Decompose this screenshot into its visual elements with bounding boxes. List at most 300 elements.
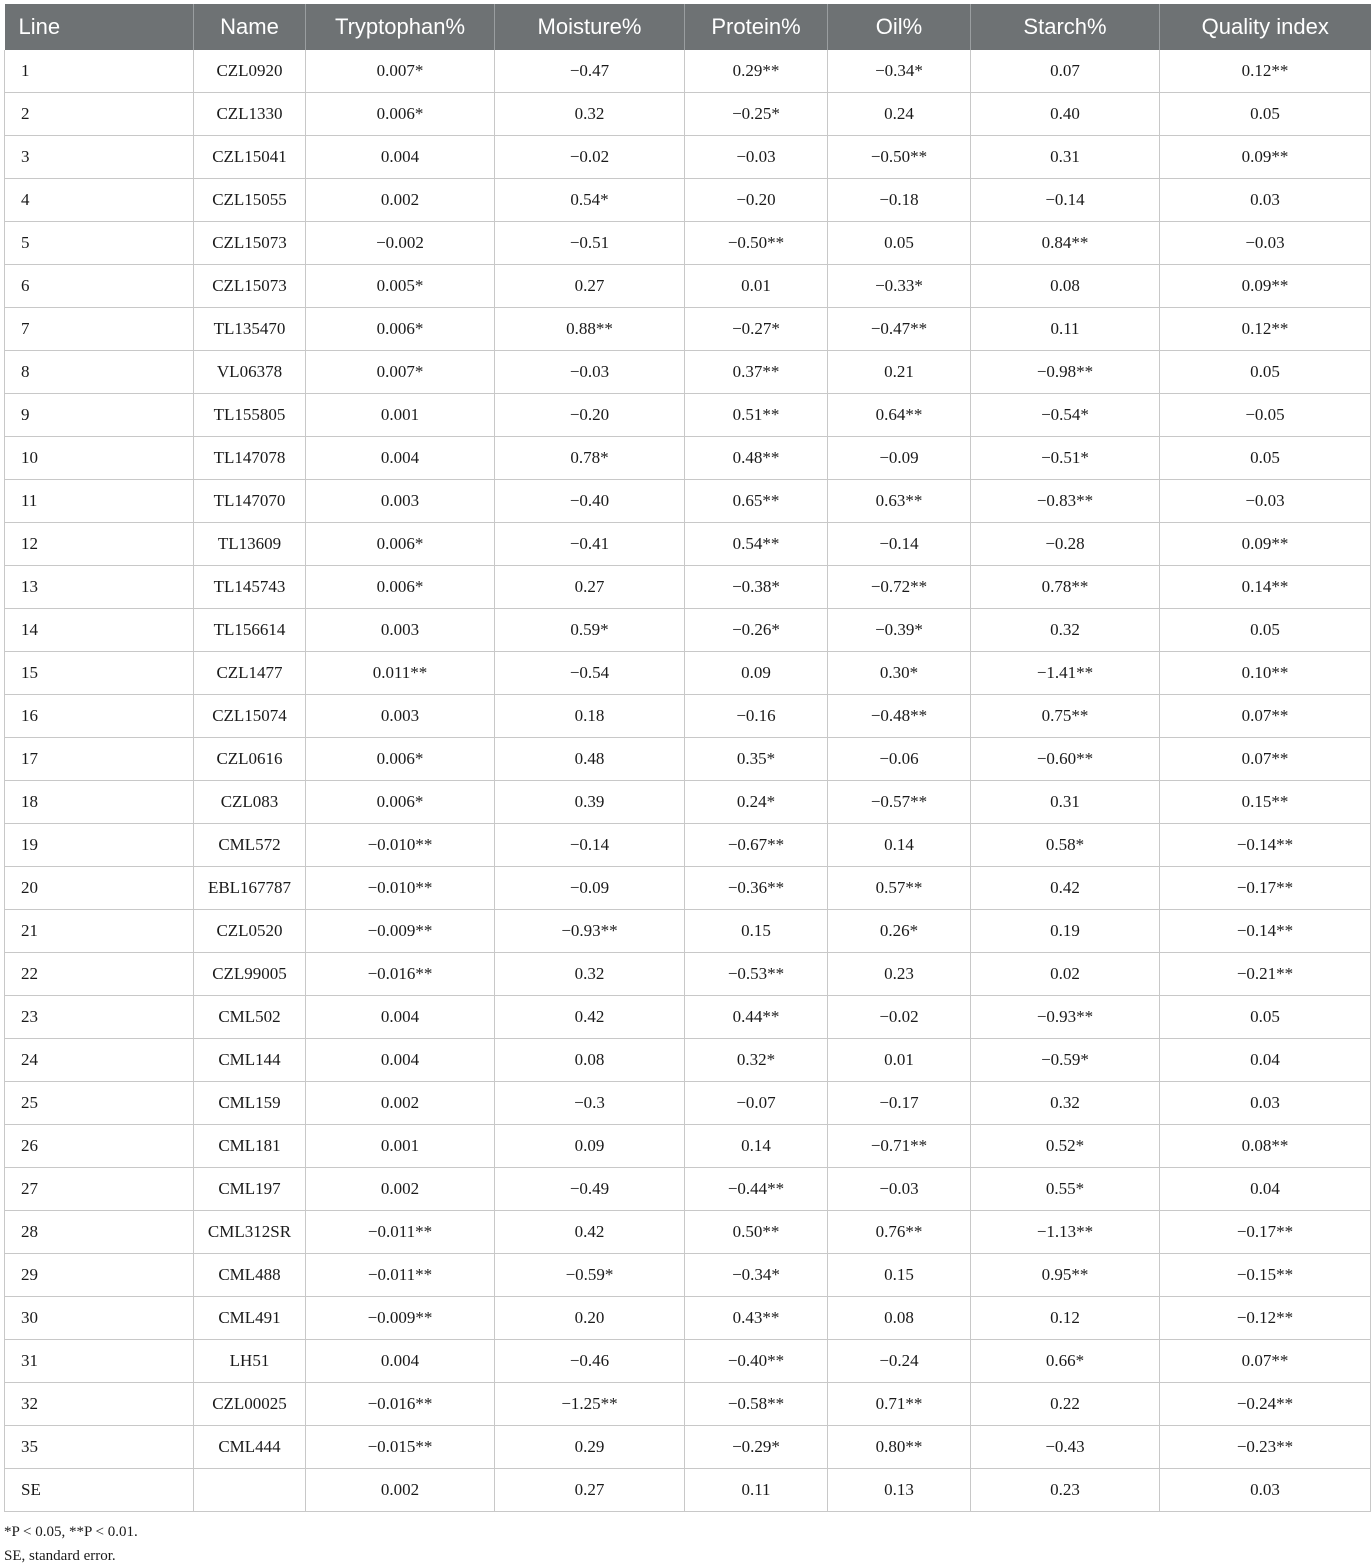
table-cell: −0.72** — [828, 566, 971, 609]
table-cell: 0.42 — [495, 1211, 685, 1254]
table-cell: CZL15074 — [194, 695, 306, 738]
table-cell: 0.006* — [306, 308, 495, 351]
table-cell: 0.005* — [306, 265, 495, 308]
table-cell: 0.05 — [828, 222, 971, 265]
table-cell: −0.39* — [828, 609, 971, 652]
table-cell: CZL15073 — [194, 222, 306, 265]
table-cell: 0.004 — [306, 996, 495, 1039]
table-cell: 0.002 — [306, 1469, 495, 1512]
table-cell: −0.25* — [685, 93, 828, 136]
se-footnote: SE, standard error. — [4, 1548, 116, 1564]
table-cell: TL147078 — [194, 437, 306, 480]
col-header-line: Line — [5, 4, 194, 50]
table-cell: 0.31 — [971, 136, 1160, 179]
table-cell: −0.016** — [306, 953, 495, 996]
table-cell: −0.53** — [685, 953, 828, 996]
table-cell: 0.11 — [971, 308, 1160, 351]
table-cell: 0.006* — [306, 566, 495, 609]
table-cell: 17 — [5, 738, 194, 781]
table-cell: −0.02 — [828, 996, 971, 1039]
table-cell: 0.58* — [971, 824, 1160, 867]
table-cell: 0.23 — [971, 1469, 1160, 1512]
table-cell: 0.27 — [495, 566, 685, 609]
table-cell: 0.48** — [685, 437, 828, 480]
table-cell: 0.15 — [828, 1254, 971, 1297]
table-cell: −0.3 — [495, 1082, 685, 1125]
table-cell: CZL99005 — [194, 953, 306, 996]
table-cell: VL06378 — [194, 351, 306, 394]
table-cell: −1.41** — [971, 652, 1160, 695]
table-cell: 0.12** — [1160, 50, 1371, 93]
table-cell: −0.14** — [1160, 910, 1371, 953]
table-cell: 0.54** — [685, 523, 828, 566]
table-cell: 0.09** — [1160, 265, 1371, 308]
table-cell: CML181 — [194, 1125, 306, 1168]
table-cell: −0.17** — [1160, 867, 1371, 910]
table-cell: −0.011** — [306, 1211, 495, 1254]
table-cell: 0.09** — [1160, 136, 1371, 179]
table-cell: CZL0520 — [194, 910, 306, 953]
table-cell: 0.84** — [971, 222, 1160, 265]
table-cell: 0.57** — [828, 867, 971, 910]
table-cell: 0.004 — [306, 437, 495, 480]
table-cell: −0.17 — [828, 1082, 971, 1125]
table-cell: 0.42 — [971, 867, 1160, 910]
col-header-oil: Oil% — [828, 4, 971, 50]
table-cell: 0.12 — [971, 1297, 1160, 1340]
table-cell: −0.015** — [306, 1426, 495, 1469]
table-cell: −0.010** — [306, 824, 495, 867]
table-cell: 0.07 — [971, 50, 1160, 93]
table-cell: 0.42 — [495, 996, 685, 1039]
table-cell: 0.006* — [306, 93, 495, 136]
table-cell: 0.88** — [495, 308, 685, 351]
table-cell: 0.18 — [495, 695, 685, 738]
table-row — [5, 1168, 1371, 1211]
table-cell: CML572 — [194, 824, 306, 867]
table-cell: 0.01 — [685, 265, 828, 308]
table-cell: 0.11 — [685, 1469, 828, 1512]
table-cell: 0.50** — [685, 1211, 828, 1254]
table-cell: LH51 — [194, 1340, 306, 1383]
table-cell: −0.14 — [495, 824, 685, 867]
table-footnotes — [4, 1520, 138, 1568]
table-cell: −0.23** — [1160, 1426, 1371, 1469]
table-cell: 10 — [5, 437, 194, 480]
table-cell: −0.43 — [971, 1426, 1160, 1469]
table-cell: CZL00025 — [194, 1383, 306, 1426]
table-cell: −0.59* — [495, 1254, 685, 1297]
table-cell: −0.24** — [1160, 1383, 1371, 1426]
table-cell: CZL1330 — [194, 93, 306, 136]
table-cell: CZL1477 — [194, 652, 306, 695]
table-cell: 0.32 — [971, 1082, 1160, 1125]
table-cell: −0.18 — [828, 179, 971, 222]
table-cell: −0.34* — [685, 1254, 828, 1297]
table-cell: −1.13** — [971, 1211, 1160, 1254]
table-cell: 18 — [5, 781, 194, 824]
table-cell: −0.09 — [828, 437, 971, 480]
table-cell: 0.14 — [828, 824, 971, 867]
table-cell: 0.32 — [971, 609, 1160, 652]
table-cell: −0.50** — [828, 136, 971, 179]
table-cell: CML197 — [194, 1168, 306, 1211]
gca-effects-table — [4, 4, 1371, 1512]
table-cell — [194, 1469, 306, 1512]
table-cell: 0.37** — [685, 351, 828, 394]
table-cell: 0.002 — [306, 179, 495, 222]
table-cell: −0.12** — [1160, 1297, 1371, 1340]
table-row — [5, 136, 1371, 179]
table-cell: −0.38* — [685, 566, 828, 609]
table-row — [5, 738, 1371, 781]
table-cell: 0.001 — [306, 394, 495, 437]
table-cell: 0.003 — [306, 480, 495, 523]
table-cell: 0.24* — [685, 781, 828, 824]
table-cell: −0.03 — [828, 1168, 971, 1211]
table-row — [5, 609, 1371, 652]
table-cell: CML491 — [194, 1297, 306, 1340]
table-row — [5, 394, 1371, 437]
table-cell: 0.011** — [306, 652, 495, 695]
table-cell: 0.21 — [828, 351, 971, 394]
table-cell: −0.03 — [1160, 480, 1371, 523]
table-cell: 0.95** — [971, 1254, 1160, 1297]
table-cell: 0.20 — [495, 1297, 685, 1340]
table-cell: 0.006* — [306, 523, 495, 566]
table-cell: 0.08** — [1160, 1125, 1371, 1168]
table-cell: 0.13 — [828, 1469, 971, 1512]
table-cell: 0.29** — [685, 50, 828, 93]
table-row — [5, 351, 1371, 394]
table-cell: −0.20 — [685, 179, 828, 222]
table-cell: 0.006* — [306, 781, 495, 824]
table-cell: −0.15** — [1160, 1254, 1371, 1297]
table-cell: 35 — [5, 1426, 194, 1469]
table-row — [5, 265, 1371, 308]
table-cell: −0.016** — [306, 1383, 495, 1426]
table-cell: 0.01 — [828, 1039, 971, 1082]
table-cell: 30 — [5, 1297, 194, 1340]
table-cell: 15 — [5, 652, 194, 695]
table-cell: 0.43** — [685, 1297, 828, 1340]
table-cell: 0.23 — [828, 953, 971, 996]
col-header-moisture: Moisture% — [495, 4, 685, 50]
table-cell: −0.28 — [971, 523, 1160, 566]
table-cell: CML159 — [194, 1082, 306, 1125]
table-cell: 25 — [5, 1082, 194, 1125]
table-cell: 0.65** — [685, 480, 828, 523]
table-cell: 0.19 — [971, 910, 1160, 953]
table-cell: −0.48** — [828, 695, 971, 738]
table-cell: −0.47** — [828, 308, 971, 351]
table-cell: 0.10** — [1160, 652, 1371, 695]
table-cell: 24 — [5, 1039, 194, 1082]
table-cell: 0.32* — [685, 1039, 828, 1082]
table-cell: −0.34* — [828, 50, 971, 93]
table-cell: CZL083 — [194, 781, 306, 824]
table-cell: −0.03 — [1160, 222, 1371, 265]
table-cell: 0.14 — [685, 1125, 828, 1168]
table-cell: 0.27 — [495, 1469, 685, 1512]
table-cell: 0.27 — [495, 265, 685, 308]
table-row — [5, 437, 1371, 480]
table-cell: CZL15041 — [194, 136, 306, 179]
table-cell: 0.12** — [1160, 308, 1371, 351]
table-cell: −0.009** — [306, 910, 495, 953]
table-cell: 0.14** — [1160, 566, 1371, 609]
table-cell: −0.40 — [495, 480, 685, 523]
table-cell: −0.06 — [828, 738, 971, 781]
table-cell: −0.14 — [828, 523, 971, 566]
table-cell: CZL0920 — [194, 50, 306, 93]
table-cell: 0.22 — [971, 1383, 1160, 1426]
header-row — [5, 4, 1371, 50]
table-cell: TL145743 — [194, 566, 306, 609]
table-cell: 0.05 — [1160, 93, 1371, 136]
table-cell: 6 — [5, 265, 194, 308]
table-cell: 0.04 — [1160, 1039, 1371, 1082]
table-cell: −0.14 — [971, 179, 1160, 222]
table-row — [5, 996, 1371, 1039]
table-row — [5, 1125, 1371, 1168]
table-cell: 0.08 — [971, 265, 1160, 308]
table-cell: −0.010** — [306, 867, 495, 910]
table-cell: 0.002 — [306, 1082, 495, 1125]
table-cell: 32 — [5, 1383, 194, 1426]
table-cell: −0.51* — [971, 437, 1160, 480]
table-cell: 9 — [5, 394, 194, 437]
table-cell: 0.64** — [828, 394, 971, 437]
table-cell: 19 — [5, 824, 194, 867]
table-row — [5, 566, 1371, 609]
table-cell: 22 — [5, 953, 194, 996]
table-row — [5, 1082, 1371, 1125]
table-cell: −0.57** — [828, 781, 971, 824]
table-cell: 1 — [5, 50, 194, 93]
table-cell: TL156614 — [194, 609, 306, 652]
table-cell: 7 — [5, 308, 194, 351]
table-cell: 0.007* — [306, 50, 495, 93]
table-cell: 21 — [5, 910, 194, 953]
table-cell: 0.04 — [1160, 1168, 1371, 1211]
table-cell: −0.02 — [495, 136, 685, 179]
table-row — [5, 910, 1371, 953]
table-cell: −0.46 — [495, 1340, 685, 1383]
table-row — [5, 953, 1371, 996]
table-row — [5, 480, 1371, 523]
table-cell: TL13609 — [194, 523, 306, 566]
table-cell: 0.54* — [495, 179, 685, 222]
table-cell: −0.59* — [971, 1039, 1160, 1082]
table-cell: TL135470 — [194, 308, 306, 351]
table-cell: CML488 — [194, 1254, 306, 1297]
table-cell: −0.24 — [828, 1340, 971, 1383]
table-cell: 26 — [5, 1125, 194, 1168]
table-cell: −0.002 — [306, 222, 495, 265]
table-cell: 0.003 — [306, 695, 495, 738]
table-cell: −0.44** — [685, 1168, 828, 1211]
table-cell: −0.33* — [828, 265, 971, 308]
table-cell: −0.03 — [685, 136, 828, 179]
table-cell: 0.007* — [306, 351, 495, 394]
table-cell: −0.58** — [685, 1383, 828, 1426]
table-cell: −1.25** — [495, 1383, 685, 1426]
table-cell: CML502 — [194, 996, 306, 1039]
table-cell: 0.004 — [306, 1340, 495, 1383]
table-cell: 0.09 — [495, 1125, 685, 1168]
table-cell: 0.001 — [306, 1125, 495, 1168]
table-cell: −0.20 — [495, 394, 685, 437]
table-cell: 0.44** — [685, 996, 828, 1039]
table-row — [5, 1254, 1371, 1297]
col-header-starch: Starch% — [971, 4, 1160, 50]
table-cell: 0.30* — [828, 652, 971, 695]
table-cell: 0.07** — [1160, 738, 1371, 781]
table-cell: 5 — [5, 222, 194, 265]
table-cell: 0.09 — [685, 652, 828, 695]
table-cell: −0.26* — [685, 609, 828, 652]
table-row — [5, 1039, 1371, 1082]
table-cell: TL147070 — [194, 480, 306, 523]
table-row — [5, 93, 1371, 136]
table-row — [5, 695, 1371, 738]
table-cell: −0.09 — [495, 867, 685, 910]
table-cell: 0.02 — [971, 953, 1160, 996]
table-cell: CZL15055 — [194, 179, 306, 222]
table-cell: −0.17** — [1160, 1211, 1371, 1254]
table-cell: −0.21** — [1160, 953, 1371, 996]
table-cell: 0.08 — [828, 1297, 971, 1340]
table-cell: −0.67** — [685, 824, 828, 867]
col-header-tryptophan: Tryptophan% — [306, 4, 495, 50]
table-cell: −0.009** — [306, 1297, 495, 1340]
table-cell: CML444 — [194, 1426, 306, 1469]
table-cell: 0.03 — [1160, 1082, 1371, 1125]
table-cell: 0.006* — [306, 738, 495, 781]
table-cell: −0.03 — [495, 351, 685, 394]
table-row — [5, 1297, 1371, 1340]
table-cell: 0.80** — [828, 1426, 971, 1469]
table-cell: −0.98** — [971, 351, 1160, 394]
table-cell: −0.83** — [971, 480, 1160, 523]
table-cell: 0.78** — [971, 566, 1160, 609]
table-cell: 0.24 — [828, 93, 971, 136]
table-cell: −0.16 — [685, 695, 828, 738]
table-cell: 8 — [5, 351, 194, 394]
table-cell: −0.36** — [685, 867, 828, 910]
col-header-protein: Protein% — [685, 4, 828, 50]
table-cell: −0.29* — [685, 1426, 828, 1469]
table-cell: 0.35* — [685, 738, 828, 781]
table-cell: −0.93** — [495, 910, 685, 953]
table-cell: 0.31 — [971, 781, 1160, 824]
table-cell: 29 — [5, 1254, 194, 1297]
table-cell: 0.26* — [828, 910, 971, 953]
table-cell: 0.55* — [971, 1168, 1160, 1211]
col-header-quality-index: Quality index — [1160, 4, 1371, 50]
table-cell: EBL167787 — [194, 867, 306, 910]
table-cell: 12 — [5, 523, 194, 566]
table-cell: 0.05 — [1160, 437, 1371, 480]
table-row — [5, 1211, 1371, 1254]
table-cell: −0.27* — [685, 308, 828, 351]
table-cell: −0.51 — [495, 222, 685, 265]
table-cell: −0.49 — [495, 1168, 685, 1211]
table-cell: 0.66* — [971, 1340, 1160, 1383]
table-cell: 4 — [5, 179, 194, 222]
table-cell: −0.93** — [971, 996, 1160, 1039]
table-row — [5, 222, 1371, 265]
table-cell: −0.14** — [1160, 824, 1371, 867]
table-cell: 0.002 — [306, 1168, 495, 1211]
table-cell: 23 — [5, 996, 194, 1039]
table-cell: 0.59* — [495, 609, 685, 652]
table-cell: 0.76** — [828, 1211, 971, 1254]
table-row — [5, 1469, 1371, 1512]
table-cell: 0.07** — [1160, 695, 1371, 738]
table-cell: 0.32 — [495, 93, 685, 136]
table-cell: 0.71** — [828, 1383, 971, 1426]
table-cell: 0.05 — [1160, 609, 1371, 652]
table-cell: 0.07** — [1160, 1340, 1371, 1383]
table-row — [5, 179, 1371, 222]
table-cell: 16 — [5, 695, 194, 738]
table-cell: 0.63** — [828, 480, 971, 523]
table-cell: 13 — [5, 566, 194, 609]
table-cell: −0.71** — [828, 1125, 971, 1168]
table-cell: −0.41 — [495, 523, 685, 566]
table-cell: −0.50** — [685, 222, 828, 265]
table-cell: CZL0616 — [194, 738, 306, 781]
table-cell: 0.09** — [1160, 523, 1371, 566]
table-cell: 0.78* — [495, 437, 685, 480]
table-cell: 14 — [5, 609, 194, 652]
table-cell: 0.08 — [495, 1039, 685, 1082]
table-body — [5, 50, 1371, 1512]
table-cell: −0.07 — [685, 1082, 828, 1125]
table-cell: 0.15 — [685, 910, 828, 953]
table-row — [5, 1426, 1371, 1469]
table-cell: TL155805 — [194, 394, 306, 437]
table-cell: 0.03 — [1160, 179, 1371, 222]
table-cell: −0.40** — [685, 1340, 828, 1383]
data-table-container — [4, 4, 1370, 1512]
table-cell: 20 — [5, 867, 194, 910]
table-cell: 28 — [5, 1211, 194, 1254]
table-cell: 11 — [5, 480, 194, 523]
table-cell: 0.05 — [1160, 996, 1371, 1039]
table-cell: 0.003 — [306, 609, 495, 652]
table-cell: 0.52* — [971, 1125, 1160, 1168]
table-cell: 0.004 — [306, 1039, 495, 1082]
table-cell: −0.47 — [495, 50, 685, 93]
table-cell: 0.15** — [1160, 781, 1371, 824]
table-cell: −0.011** — [306, 1254, 495, 1297]
table-cell: 0.48 — [495, 738, 685, 781]
table-cell: SE — [5, 1469, 194, 1512]
table-row — [5, 824, 1371, 867]
table-cell: 0.03 — [1160, 1469, 1371, 1512]
table-row — [5, 523, 1371, 566]
table-row — [5, 652, 1371, 695]
table-cell: −0.60** — [971, 738, 1160, 781]
table-cell: 0.05 — [1160, 351, 1371, 394]
table-cell: 31 — [5, 1340, 194, 1383]
table-cell: 0.40 — [971, 93, 1160, 136]
table-cell: 0.32 — [495, 953, 685, 996]
table-cell: −0.05 — [1160, 394, 1371, 437]
